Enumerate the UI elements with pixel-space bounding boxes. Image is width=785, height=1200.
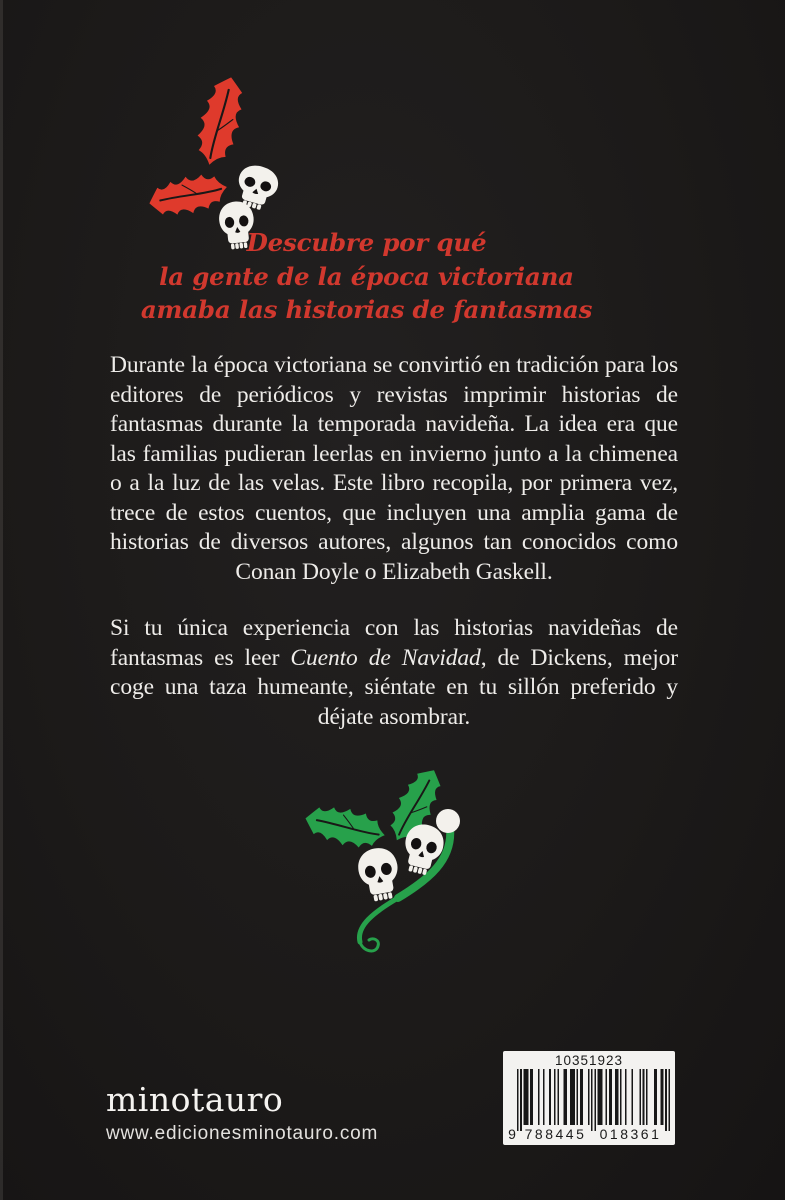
tagline-line-2: la gente de la época victoriana — [159, 261, 574, 291]
barcode — [503, 1051, 675, 1145]
publisher-block — [106, 1082, 378, 1145]
paragraph-2-text-before: Si tu única experiencia con las historias navideñas de fantasmas es leer — [110, 615, 678, 671]
barcode-isbn-digits — [503, 1125, 675, 1143]
barcode-bars-icon — [517, 1069, 670, 1131]
green-holly-skulls-illustration — [298, 756, 473, 971]
synopsis-paragraph-2 — [110, 614, 678, 732]
holly-leaf-green-left-icon — [302, 800, 389, 853]
tagline-line-1: Descubre por qué — [246, 228, 487, 257]
holly-leaf-red-lower-icon — [146, 169, 231, 222]
barcode-top-number: 10351923 — [554, 1053, 624, 1068]
publisher-logo: minotauro — [106, 1080, 284, 1119]
synopsis-paragraph-1: Durante la época victoriana se convirtió en tradición para los editores de periódicos y revistas imprimir historias de fantasmas durante la temporada navideña. La idea era que las familias pudieran leerlas en invierno junto a la chimenea o a la luz de las velas. Este libro recopila, por primera vez, trece de estos cuentos, que incluyen una amplia gama de historias de diversos autores, algunos tan conocidos como Conan Doyle o Elizabeth Gaskell. — [110, 352, 678, 585]
holly-berry-icon — [436, 809, 460, 833]
skull-icon — [355, 845, 403, 903]
book-title-reference: Cuento de Navidad — [290, 644, 481, 671]
publisher-website: www.edicionesminotauro.com — [106, 1123, 379, 1144]
isbn-group-1: 788445 — [524, 1126, 587, 1142]
isbn-group-2: 018361 — [599, 1126, 662, 1142]
isbn-prefix-digit: 9 — [508, 1126, 516, 1142]
tagline-line-3: amaba las historias de fantasmas — [140, 295, 593, 324]
tagline — [59, 226, 674, 327]
synopsis — [110, 351, 678, 732]
paragraph-2-text-after: , de Dickens, mejor coge una taza humeante, siéntate en tu sillón preferido y déjate asombrar. — [110, 644, 678, 730]
holly-leaf-red-upper-icon — [190, 73, 250, 170]
